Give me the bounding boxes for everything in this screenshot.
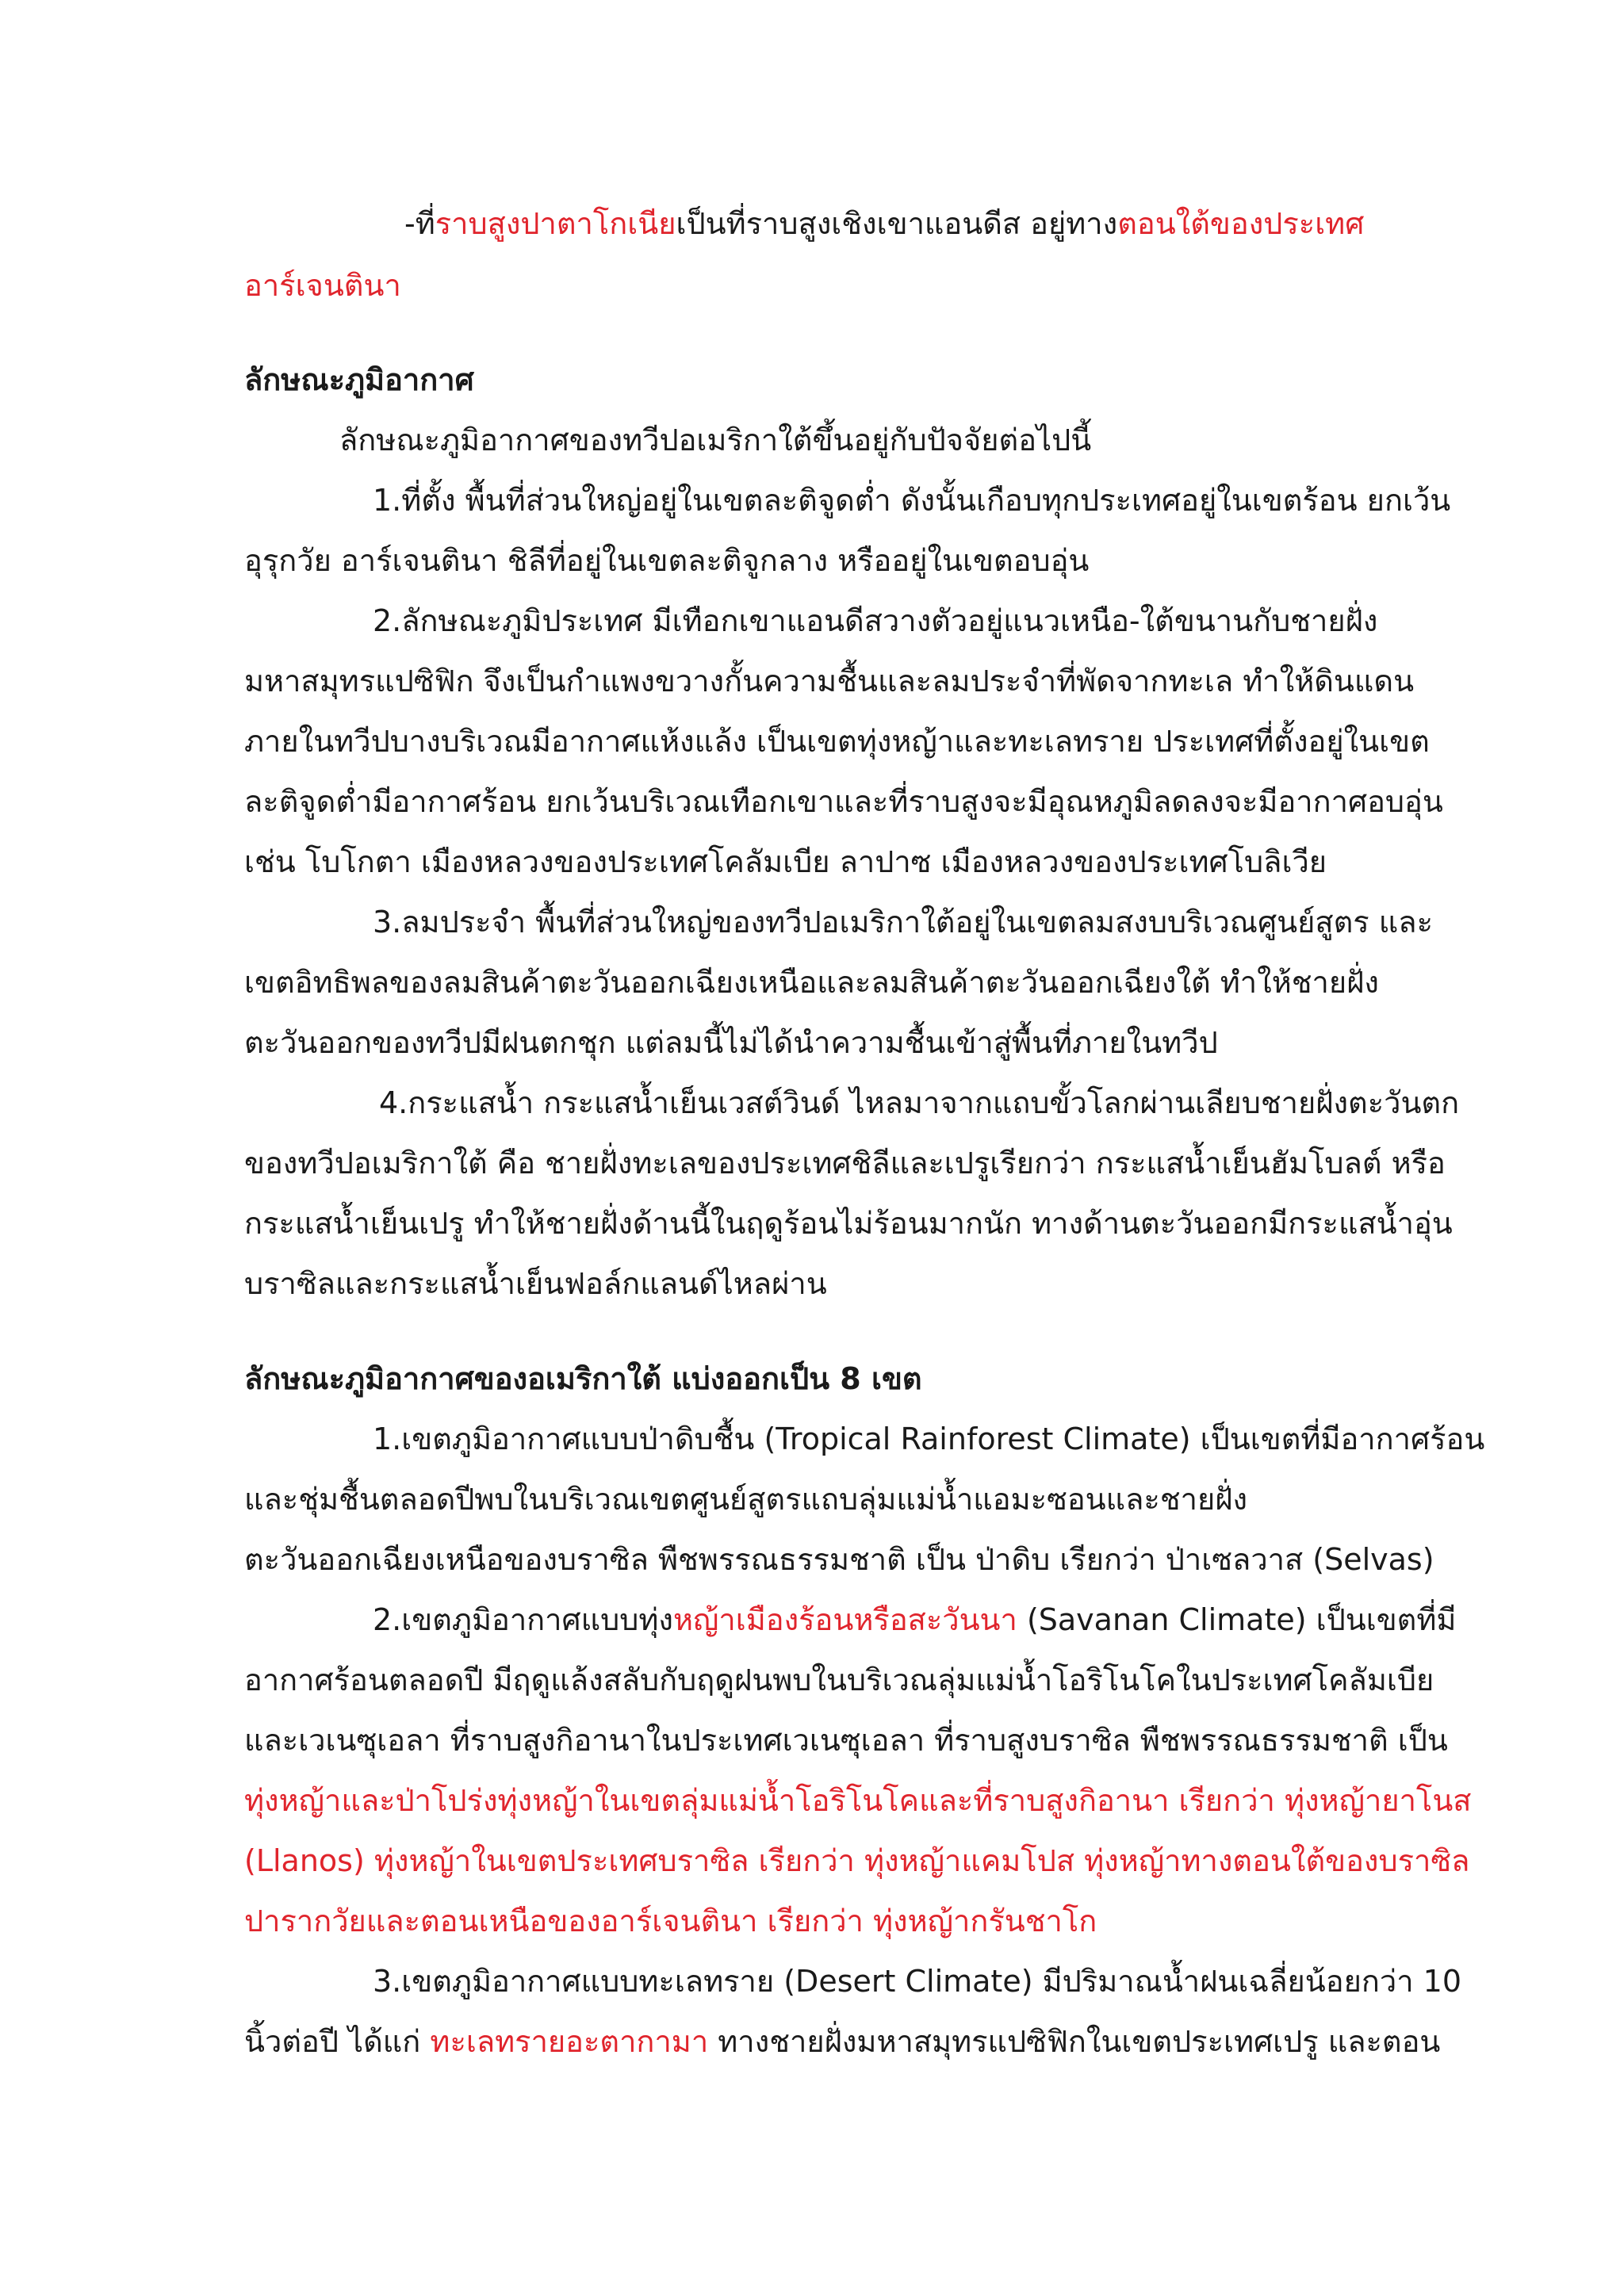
zone-1-line-2: และชุ่มชื้นตลอดปีพบในบริเวณเขตศูนย์สูตรแถบลุ่มแม่น้ำแอมะซอนและชายฝั่ง xyxy=(244,1482,1248,1517)
highlight-patagonia-plateau: ราบสูงปาตาโกเนีย xyxy=(435,206,676,241)
text-run: -ที่ xyxy=(404,206,435,241)
text-run: (Savanan Climate) เป็นเขตที่มี xyxy=(1017,1602,1457,1637)
factor-2-line-1: 2.ลักษณะภูมิประเทศ มีเทือกเขาแอนดีสวางตัวอยู่แนวเหนือ-ใต้ขนานกับชายฝั่ง xyxy=(373,603,1378,638)
paragraph-patagonia-line-2: อาร์เจนตินา xyxy=(244,268,401,303)
paragraph-patagonia-line-1 xyxy=(404,201,1364,246)
text-run: นิ้วต่อปี ได้แก่ xyxy=(244,2024,431,2059)
factor-2-line-2: มหาสมุทรแปซิฟิก จึงเป็นกำแพงขวางกั้นความชื้นและลมประจำที่พัดจากทะเล ทำให้ดินแดน xyxy=(244,664,1415,698)
highlight-atacama-desert: ทะเลทรายอะตากามา xyxy=(430,2024,709,2059)
zone-3-line-2 xyxy=(244,2019,1440,2064)
factor-1-line-2: อุรุกวัย อาร์เจนตินา ชิลีที่อยู่ในเขตละติจูกลาง หรืออยู่ในเขตอบอุ่น xyxy=(244,543,1090,578)
factor-1-line-1: 1.ที่ตั้ง พื้นที่ส่วนใหญ่อยู่ในเขตละติจูดต่ำ ดังนั้นเกือบทุกประเทศอยู่ในเขตร้อน ยกเว้น xyxy=(373,483,1451,518)
factor-2-line-4: ละติจูดต่ำมีอากาศร้อน ยกเว้นบริเวณเทือกเขาและที่ราบสูงจะมีอุณหภูมิลดลงจะมีอากาศอบอุ่น xyxy=(244,784,1443,819)
heading-climate: ลักษณะภูมิอากาศ xyxy=(244,362,474,397)
highlight-south-of-country: ตอนใต้ของประเทศ xyxy=(1117,206,1365,241)
zone-2-line-3: และเวเนซุเอลา ที่ราบสูงกิอานาในประเทศเวเนซุเอลา ที่ราบสูงบราซิล พืชพรรณธรรมชาติ เป็น xyxy=(244,1723,1448,1758)
zone-2-line-4: ทุ่งหญ้าและป่าโปร่งทุ่งหญ้าในเขตลุ่มแม่น้ำโอริโนโคและที่ราบสูงกิอานา เรียกว่า ทุ่งหญ้ายาโนส xyxy=(244,1783,1472,1818)
text-run: เป็นที่ราบสูงเชิงเขาแอนดีส อยู่ทาง xyxy=(676,206,1118,241)
factor-2-line-5: เช่น โบโกตา เมืองหลวงของประเทศโคลัมเบีย ลาปาซ เมืองหลวงของประเทศโบลิเวีย xyxy=(244,844,1327,879)
factor-3-line-1: 3.ลมประจำ พื้นที่ส่วนใหญ่ของทวีปอเมริกาใต้อยู่ในเขตลมสงบบริเวณศูนย์สูตร และ xyxy=(373,905,1433,939)
text-run: 2.เขตภูมิอากาศแบบทุ่ง xyxy=(373,1602,673,1637)
highlight-savanna: หญ้าเมืองร้อนหรือสะวันนา xyxy=(672,1602,1017,1637)
zone-1-line-3: ตะวันออกเฉียงเหนือของบราซิล พืชพรรณธรรมชาติ เป็น ป่าดิบ เรียกว่า ป่าเซลวาส (Selvas) xyxy=(244,1542,1434,1577)
paragraph-intro: ลักษณะภูมิอากาศของทวีปอเมริกาใต้ขึ้นอยู่กับปัจจัยต่อไปนี้ xyxy=(339,423,1092,457)
zone-2-line-6: ปารากวัยและตอนเหนือของอาร์เจนตินา เรียกว่า ทุ่งหญ้ากรันชาโก xyxy=(244,1904,1097,1938)
zone-2-line-5: (Llanos) ทุ่งหญ้าในเขตประเทศบราซิล เรียกว่า ทุ่งหญ้าแคมโปส ทุ่งหญ้าทางตอนใต้ของบราซิล xyxy=(244,1843,1470,1878)
text-run: ทางชายฝั่งมหาสมุทรแปซิฟิกในเขตประเทศเปรู และตอน xyxy=(708,2024,1441,2059)
zone-1-line-1: 1.เขตภูมิอากาศแบบป่าดิบชื้น (Tropical Rainforest Climate) เป็นเขตที่มีอากาศร้อน xyxy=(373,1422,1485,1456)
zone-2-line-2: อากาศร้อนตลอดปี มีฤดูแล้งสลับกับฤดูฝนพบในบริเวณลุ่มแม่น้ำโอริโนโคในประเทศโคลัมเบีย xyxy=(244,1663,1434,1697)
zone-3-line-1: 3.เขตภูมิอากาศแบบทะเลทราย (Desert Climate) มีปริมาณน้ำฝนเฉลี่ยน้อยกว่า 10 xyxy=(373,1964,1461,1999)
zone-2-line-1 xyxy=(373,1598,1456,1642)
factor-2-line-3: ภายในทวีปบางบริเวณมีอากาศแห้งแล้ง เป็นเขตทุ่งหญ้าและทะเลทราย ประเทศที่ตั้งอยู่ในเขต xyxy=(244,724,1430,759)
factor-4-line-2: ของทวีปอเมริกาใต้ คือ ชายฝั่งทะเลของประเทศชิลีและเปรูเรียกว่า กระแสน้ำเย็นฮัมโบลต์ หรือ xyxy=(244,1146,1446,1181)
factor-3-line-2: เขตอิทธิพลของลมสินค้าตะวันออกเฉียงเหนือและลมสินค้าตะวันออกเฉียงใต้ ทำให้ชายฝั่ง xyxy=(244,965,1379,1000)
factor-4-line-3: กระแสน้ำเย็นเปรู ทำให้ชายฝั่งด้านนี้ในฤดูร้อนไม่ร้อนมากนัก ทางด้านตะวันออกมีกระแสน้ำอุ่น xyxy=(244,1206,1453,1241)
factor-3-line-3: ตะวันออกของทวีปมีฝนตกชุก แต่ลมนี้ไม่ได้นำความชื้นเข้าสู่พื้นที่ภายในทวีป xyxy=(244,1025,1218,1060)
heading-eight-zones: ลักษณะภูมิอากาศของอเมริกาใต้ แบ่งออกเป็น 8 เขต xyxy=(244,1361,922,1396)
factor-4-line-1: 4.กระแสน้ำ กระแสน้ำเย็นเวสต์วินด์ ไหลมาจากแถบขั้วโลกผ่านเลียบชายฝั่งตะวันตก xyxy=(379,1085,1460,1120)
factor-4-line-4: บราซิลและกระแสน้ำเย็นฟอล์กแลนด์ไหลผ่าน xyxy=(244,1266,827,1301)
